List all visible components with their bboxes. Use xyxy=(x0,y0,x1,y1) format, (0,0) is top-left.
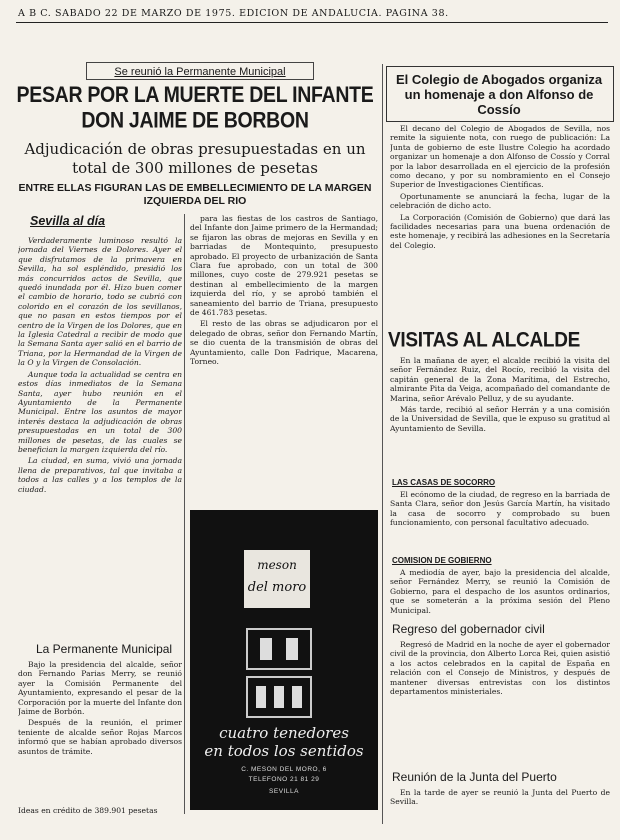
reunion-title: Reunión de la Junta del Puerto xyxy=(392,770,557,784)
column-c-body xyxy=(190,214,378,504)
visitas-para: En la mañana de ayer, el alcalde recibió la visita del señor Fernández Ruiz, del Rocío, recibió la visita del capitán general de la Zona Marítima, del Estrecho, almirante Pita da Veiga, acompañado del comandante de Marina, señor Arévalo Pelluz, y de su ayudante. xyxy=(390,356,610,403)
column-a-body xyxy=(18,236,182,640)
visitas-body xyxy=(390,356,610,474)
page-header: A B C. SABADO 22 DE MARZO DE 1975. EDICION DE ANDALUCIA. PAGINA 38. xyxy=(18,8,449,19)
ad-phone: TELEFONO 21 81 29 xyxy=(248,776,320,783)
visitas-title: VISITAS AL ALCALDE xyxy=(388,328,580,352)
reunion-body xyxy=(390,788,610,818)
ad-city: SEVILLA xyxy=(269,788,299,795)
headline-line-2: DON JAIME DE BORBON xyxy=(81,108,309,134)
regreso-body xyxy=(390,640,610,766)
regreso-text: Regresó de Madrid en la noche de ayer el gobernador civil de la provincia, don Alberto Lorca Rei, quien asistió a los actos celebrados en la capital de España en relación con el Consejo de Ministros, y después de mantener diversas entrevistas con los distintos departamentos ministeriales. xyxy=(390,640,610,697)
ad-window-top xyxy=(246,628,312,670)
col-c-para: El resto de las obras se adjudicaron por el delegado de obras, señor don Fernando Martín, se dio cuenta de la transmisión de obras del Ayuntamiento, calle Don Fadrique, Macarena, Torneo. xyxy=(190,319,378,367)
col-a-para: Verdaderamente luminoso resultó la jornada del Viernes de Dolores. Ayer el que disfrutamos de la primavera en Sevilla, ha sol espléndido, presidió los más concurridos actos de Sevilla, que quedó inundada por él. Hizo buen comer el cambio de horario, todo se cubrió con colorido en el corazón de los sevillanos, que no pasan en estos tiempos por el centro de la Virgen de los Dolores, que en la Iglesia Catedral a recibir de modo que la Semana Santa ayer salió en el barrio de Triana, por la Hermandad de la Virgen de la O y la Virgen de Consolación. xyxy=(18,236,182,368)
headline-line-1: PESAR POR LA MUERTE DEL INFANTE xyxy=(16,82,374,108)
regreso-title: Regreso del gobernador civil xyxy=(392,622,545,636)
right-headline: El Colegio de Abogados organiza un homenaje a don Alfonso de Cossío xyxy=(395,72,603,117)
right-para: Oportunamente se anunciará la fecha, lugar de la celebración de dicho acto. xyxy=(390,191,610,211)
column-b-last-line: Ideas en crédito de 389.901 pesetas xyxy=(18,806,158,815)
column-rule xyxy=(184,214,185,814)
ad-brand-line-2: del moro xyxy=(247,580,307,595)
comision-text: A mediodía de ayer, bajo la presidencia del alcalde, señor Fernández Merry, se reunió la Comisión de Gobierno, para el despacho de los asuntos ordinarios, que se someterán a la próxima sesión del Pleno Municipal. xyxy=(390,568,610,615)
col-b-para: Bajo la presidencia del alcalde, señor don Fernando Parias Merry, se reunió ayer la Comisión Permanente del Ayuntamiento, expresando el pesar de la Corporación por la muerte del Infante don Jaime de Borbón. xyxy=(18,660,182,717)
right-body xyxy=(390,124,610,324)
header-rule xyxy=(16,22,608,23)
comision-body xyxy=(390,568,610,618)
ad-brand-line-1: meson xyxy=(257,558,297,572)
right-para: La Corporación (Comisión de Gobierno) que dará las facilidades necesarias para una buena ordenación de este homenaje, y recibirá las adhesiones en la Secretaría del Colegio. xyxy=(390,212,610,250)
right-column-rule xyxy=(382,64,383,824)
ad-address: C. MESON DEL MORO, 6 xyxy=(241,766,327,773)
column-b-body xyxy=(18,660,182,800)
col-a-para: Aunque toda la actualidad se centra en estos días inmediatos de la Semana Santa, ayer hubo reunión en el Ayuntamiento de la Permanente Municipal. Entre los asuntos de mayor interés destaca la adjudicación de obras presupuestadas en un total de 300 millones de pesetas, de las cuales se benefician la margen izquierda del río. xyxy=(18,369,182,454)
col-a-para: La ciudad, en suma, vivió una jornada llena de preparativos, tal que invitaba a todos a las calles y a los templos de la ciudad. xyxy=(18,456,182,494)
column-b-title: La Permanente Municipal xyxy=(36,642,173,656)
kicker: Se reunió la Permanente Municipal xyxy=(114,66,286,78)
ad-slogan-1: cuatro tenedores xyxy=(219,724,349,742)
main-headline xyxy=(16,83,374,134)
visitas-para: Más tarde, recibió al señor Herrán y a una comisión de la Universidad de Sevilla, que le expuso su gratitud al Ayuntamiento de Sevilla. xyxy=(390,405,610,433)
reunion-text: En la tarde de ayer se reunió la Junta del Puerto de Sevilla. xyxy=(390,788,610,807)
col-c-para: para las fiestas de los castros de Santiago, del Infante don Jaime primero de la Hermandad; se fijaron las obras de mejoras en Sevilla y en barriadas de Montequinto, presupuesto aprobado. El proyecto de urbanización de Santa Clara fue aprobado, con un total de 300 millones, cuyo coste de 279.921 pesetas se destinan al embellecimiento de la margen izquierda del río, y se aprobó también el saneamiento del barrio de Triana, presupuesto de 461.783 pesetas. xyxy=(190,214,378,318)
ad-window-bottom xyxy=(246,676,312,718)
casas-title: LAS CASAS DE SOCORRO xyxy=(392,478,496,487)
advertisement xyxy=(190,510,378,810)
right-para: El decano del Colegio de Abogados de Sevilla, nos remite la siguiente nota, con ruego de publicación: La Junta de gobierno de este Ilustre Colegio ha acordado organizar un homenaje a don Alfonso de Cossío y Corral por la labor desarrollada en el ejercicio de la profesión como decano, y por su nombramiento en el Consejo Superior de Investigaciones Científicas. xyxy=(390,124,610,190)
window-icon xyxy=(248,678,310,716)
casas-body xyxy=(390,490,610,552)
main-deck: ENTRE ELLAS FIGURAN LAS DE EMBELLECIMIENTO DE LA MARGEN IZQUIERDA DEL RIO xyxy=(18,182,372,207)
column-a-title: Sevilla al día xyxy=(30,214,106,228)
ad-slogan-2: en todos los sentidos xyxy=(204,742,364,760)
window-icon xyxy=(248,630,310,668)
ad-brand-tile xyxy=(244,550,310,608)
comision-title: COMISION DE GOBIERNO xyxy=(392,556,492,565)
casas-text: El ecónomo de la ciudad, de regreso en la barriada de Santa Clara, señor don Jesús García Martín, ha visitado la casa de socorro y comprobado su buen funcionamiento, con personal facultativo adecuado. xyxy=(390,490,610,528)
col-b-para: Después de la reunión, el primer teniente de alcalde señor Rojas Marcos informó que se habían aprobado diversos asuntos de trámite. xyxy=(18,718,182,756)
main-subhead: Adjudicación de obras presupuestadas en un total de 300 millones de pesetas xyxy=(24,140,366,177)
